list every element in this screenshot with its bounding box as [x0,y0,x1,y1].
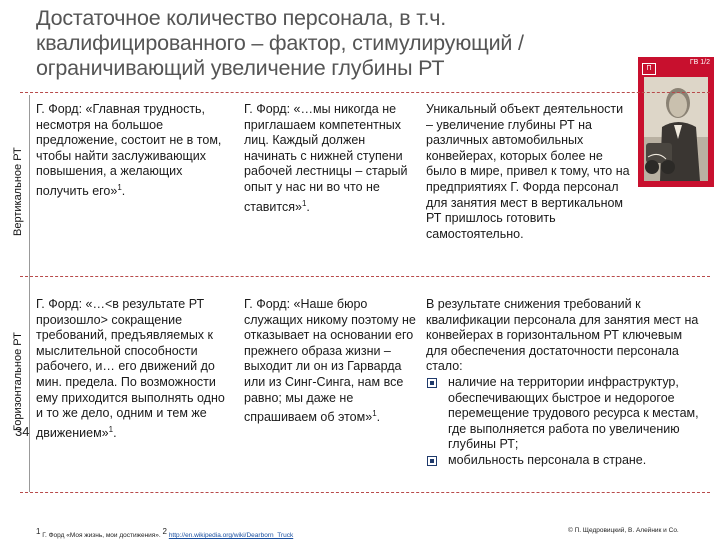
list-item: наличие на территории инфраструктур, обеспечивающих быстрое и недорогое перемещение трудового ресурса к местам, где выполняется работа по увеличению глубины РТ; [426,375,706,453]
row-label-vertical: Вертикальное РТ [12,147,24,236]
divider-middle [20,276,710,277]
badge-number: ГВ 1/2 [689,59,710,66]
page-title: Достаточное количество персонала, в т.ч. квалифицированного – фактор, стимулирующий / ограничивающий увеличение глубины РТ [36,6,524,80]
portrait-badge [638,57,714,187]
divider-top [20,92,710,93]
copyright: © П. Щедровицкий, В. Алейник и Со. [568,527,679,534]
logo-stamp-icon: П [642,63,656,75]
horizontal-bullet-list [426,375,706,469]
row-label-horizontal: Горизонтальное РТ [12,332,24,431]
horizontal-analysis: В результате снижения требований к квалификации персонала для занятия мест на конвейерах в горизонтальном РТ ключевым для обеспечения достаточности персонала стало: наличие на территории инфраструктур, обеспечивающих быстрое и недорогое перемещение трудового ресурса к местам, где выполняется работа по увеличению глубины РТ; мобильность персонала в стране. [426,297,706,469]
page-number: 34 [15,424,30,439]
footnote-1: $^1$ Г. Форд «Моя жизнь, мои достижения». $^2$ http://en.wikipedia.org/wiki/Dearborn_Truck [36,527,294,540]
vertical-analysis: Уникальный объект деятельности – увеличение глубины РТ на различных автомобильных конвейерах, которых более не было в мире, привел к тому, что на предприятиях Г. Форда персонал для занятия мест в вертикальном РТ пришлось готовить самостоятельно. [426,102,630,241]
horizontal-ford-quote-1: Г. Форд: «…<в результате РТ произошло> сокращение требований, предъявляемых к мыслительной способности рабочего, и… его движений до мин. предела. По возможности ему приходится выполнять одно и то же дело, одним и тем же движением»$^1$. [36,297,225,440]
list-item: мобильность персонала в стране. [426,453,706,469]
horizontal-ford-quote-2: Г. Форд: «Наше бюро служащих никому поэтому не отказывает на основании его прежнего образа жизни – выходит ли он из Гарварда или из Синг-Синга, нам все равно; мы даже не спрашиваем об этом»$^1$. [244,297,416,425]
vertical-ford-quote-1: Г. Форд: «Главная трудность, несмотря на большое предложение, состоит не в том, чтобы найти заслуживающих повышения, а желающих получить его»$^1$. [36,102,222,199]
checkbox-bullet-icon [427,456,437,466]
footnote-link[interactable]: http://en.wikipedia.org/wiki/Dearborn_Truck [168,532,294,540]
divider-bottom [20,492,710,493]
vertical-ford-quote-2: Г. Форд: «…мы никогда не приглашаем компетентных лиц. Каждый должен начинать с нижней ступени рабочей лестницы – старый опыт у нас ни во что не ставится»$^1$. [244,102,408,214]
checkbox-bullet-icon [427,378,437,388]
